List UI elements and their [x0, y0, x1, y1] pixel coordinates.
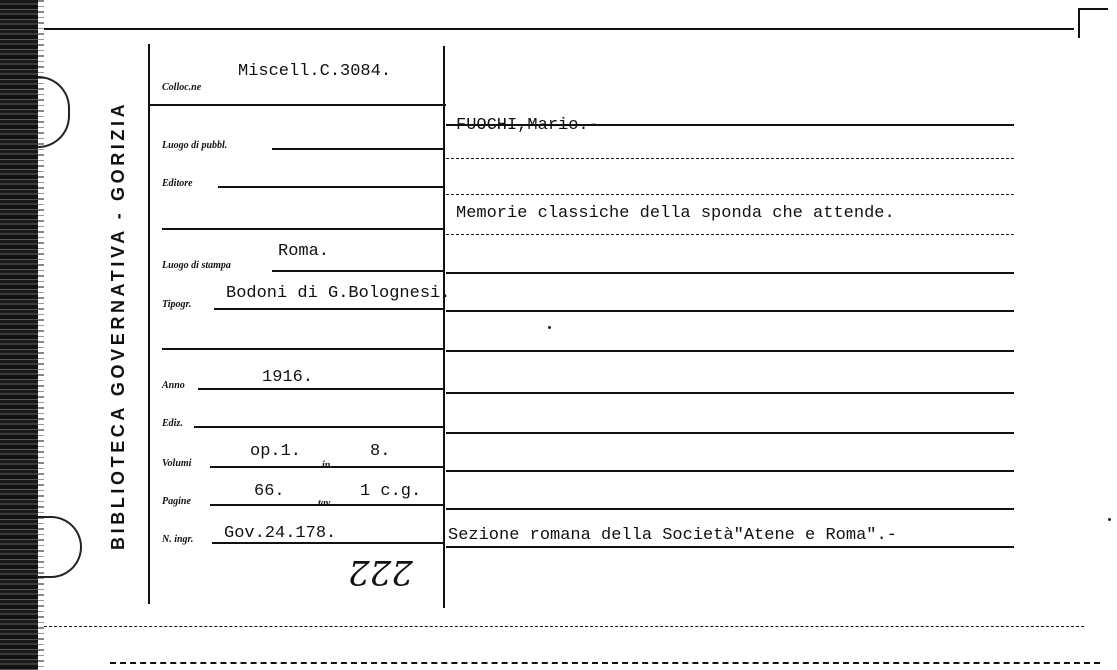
left-margin-line — [148, 44, 150, 604]
rule-right-4 — [446, 234, 1014, 235]
handwritten-number: 222 — [348, 552, 413, 592]
label-luogo-pubbl: Luogo di pubbl. — [162, 140, 228, 151]
label-luogo-stampa: Luogo di stampa — [162, 260, 231, 271]
rule-right-5 — [446, 272, 1014, 274]
rule-right-11 — [446, 508, 1014, 510]
card-bottom-edge — [110, 662, 1100, 664]
label-volumi: Volumi — [162, 458, 192, 469]
label-n-ingr: N. ingr. — [162, 534, 194, 545]
scan-binding-strip — [0, 0, 38, 670]
rule-ediz — [194, 426, 444, 428]
label-editore: Editore — [162, 178, 193, 189]
rule-right-8 — [446, 392, 1014, 394]
rule-luogo-stampa — [272, 270, 444, 272]
corner-mark — [1078, 8, 1108, 38]
value-pagine-tav: 1 c.g. — [360, 482, 422, 501]
value-volumi-in: 8. — [370, 442, 391, 461]
label-collocazione: Colloc.ne — [162, 82, 202, 93]
rule-editore-2 — [162, 228, 444, 230]
rule-right-10 — [446, 470, 1014, 472]
label-anno: Anno — [162, 380, 185, 391]
value-collocazione: Miscell.C.3084. — [238, 62, 392, 81]
label-edizione: Ediz. — [162, 418, 183, 429]
label-tipografia: Tipogr. — [162, 299, 192, 310]
rule-right-12 — [446, 546, 1014, 548]
scan-speck — [548, 326, 551, 329]
rule-tipografia — [214, 308, 444, 310]
label-volumi-in: in — [322, 460, 331, 471]
rule-anno — [198, 388, 444, 390]
value-luogo-stampa: Roma. — [278, 242, 330, 261]
rule-luogo-pubbl — [272, 148, 444, 150]
rule-tipografia-2 — [162, 348, 444, 350]
label-pagine: Pagine — [162, 496, 191, 507]
value-pagine: 66. — [254, 482, 285, 501]
rule-right-9 — [446, 432, 1014, 434]
note: Sezione romana della Società"Atene e Roma".- — [448, 526, 897, 545]
library-name: BIBLIOTECA GOVERNATIVA - GORIZIA — [108, 100, 128, 550]
rule-right-3 — [446, 194, 1014, 195]
punch-hole-bottom — [38, 516, 82, 578]
value-tipografia: Bodoni di G.Bolognesi. — [226, 284, 451, 303]
value-volumi: op.1. — [250, 442, 302, 461]
label-pagine-tav: tav. — [318, 498, 333, 509]
rule-right-2 — [446, 158, 1014, 159]
title: Memorie classiche della sponda che attende. — [456, 204, 895, 223]
card-bottom-border — [44, 626, 1084, 627]
card-top-border — [44, 28, 1074, 30]
rule-right-6 — [446, 310, 1014, 312]
punch-hole-top — [38, 76, 70, 148]
value-anno: 1916. — [262, 368, 314, 387]
center-divider-line — [443, 46, 445, 608]
rule-editore — [218, 186, 444, 188]
rule-colloc — [150, 104, 446, 106]
value-n-ingr: Gov.24.178. — [224, 524, 337, 543]
scan-speck — [1108, 518, 1111, 521]
rule-right-7 — [446, 350, 1014, 352]
author: FUOCHI,Mario.- — [456, 116, 599, 135]
